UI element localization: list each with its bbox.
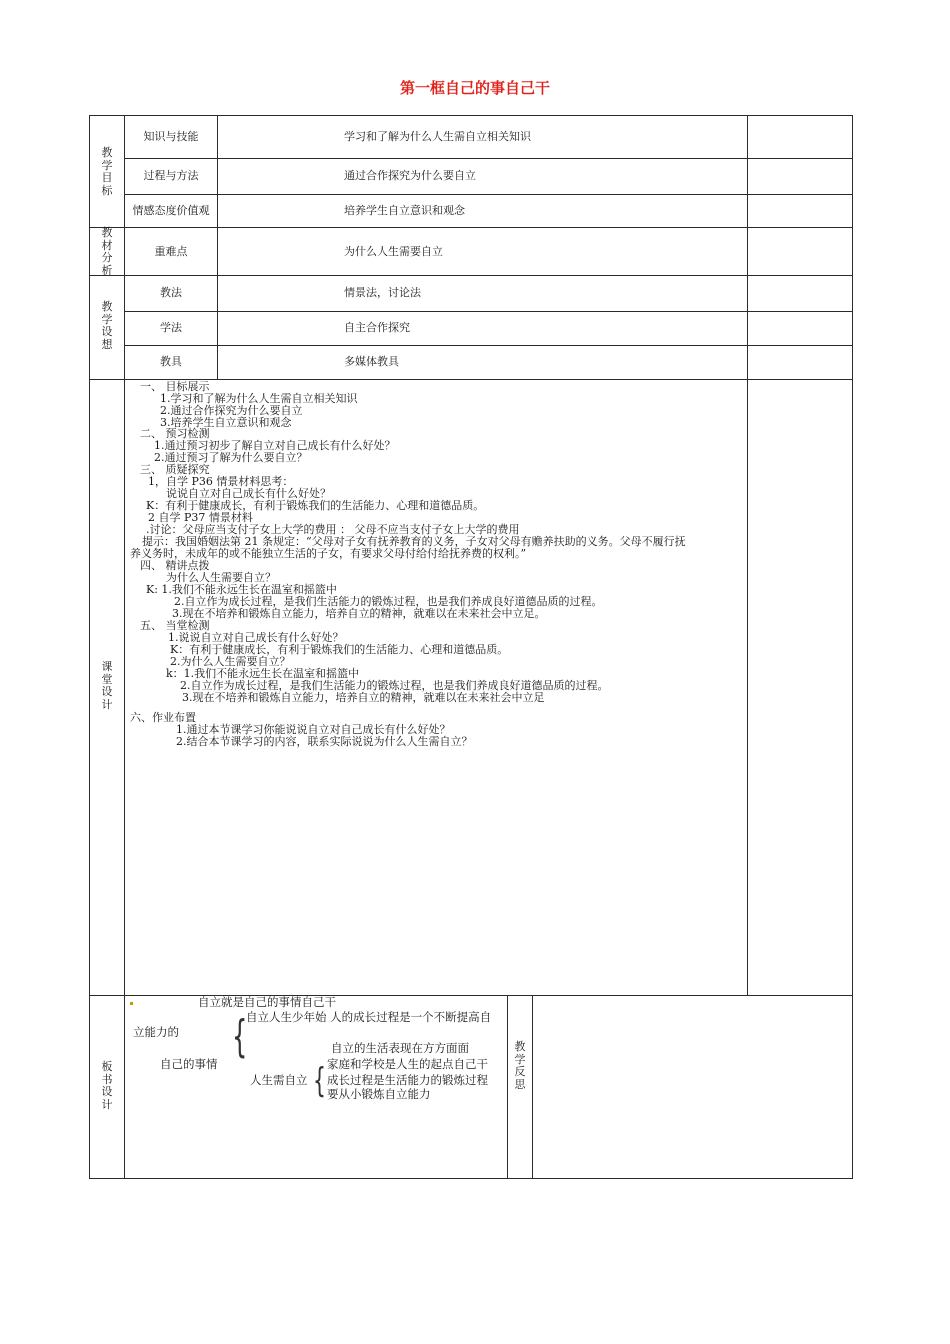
lesson-line: 2.为什么人生需要自立？ <box>170 655 291 668</box>
lesson-heading: 六、作业布置 <box>130 711 196 724</box>
lesson-line: K: 1.我们不能永远生长在温室和摇篮中 <box>146 583 337 596</box>
lesson-heading: 四、 精讲点拨 <box>140 559 210 572</box>
lesson-line: 1.说说自立对自己成长有什么好处？ <box>168 631 344 644</box>
lesson-heading: 二、 预习检测 <box>140 427 210 440</box>
board-line: 自立的生活表现在方方面面 <box>331 1041 469 1055</box>
board-line: 自立人生少年始 人的成长过程是一个不断提高自 <box>246 1010 492 1024</box>
lesson-line: 2.自立作为成长过程，是我们生活能力的锻炼过程，也是我们养成良好道德品质的过程。 <box>180 679 609 692</box>
marker-dot <box>130 1002 133 1005</box>
section-divider <box>89 275 853 276</box>
table-border-top <box>89 115 853 116</box>
board-line: 立能力的 <box>133 1025 179 1039</box>
section-reflection-label: 教学反思 <box>514 1040 526 1091</box>
brace-icon: { <box>313 1061 326 1101</box>
lesson-line: K：有利于健康成长，有利于锻炼我们的生活能力、心理和道德品质。 <box>170 643 509 656</box>
row-label: 学法 <box>160 321 182 334</box>
row-label: 知识与技能 <box>143 130 199 143</box>
lesson-line: 1.通过本节课学习你能说说自立对自己成长有什么好处？ <box>176 723 451 736</box>
lesson-line: 1，自学 P36 情景材料思考： <box>148 475 294 488</box>
row-label: 情感态度价值观 <box>132 204 210 217</box>
section-board-label: 板书设计 <box>101 1060 113 1111</box>
row-label: 过程与方法 <box>143 169 199 182</box>
section-divider <box>89 227 853 228</box>
section-design-label: 教学设想 <box>101 300 113 351</box>
remarks-column-divider <box>747 115 748 995</box>
board-line: 人生需自立 <box>250 1073 308 1087</box>
reflection-divider <box>532 995 533 1179</box>
label-column-divider <box>217 115 218 379</box>
row-divider <box>124 345 853 346</box>
section-goals-label: 教学目标 <box>101 146 113 197</box>
lesson-line: 3.现在不培养和锻炼自立能力，培养自立的精神，就难以在未来社会中立足 <box>182 691 545 704</box>
lesson-line: 提示：我国婚姻法第 21 条规定：“父母对子女有抚养教育的义务，子女对父母有赡养扶助的义务。父母不履行抚 <box>142 535 686 548</box>
row-content: 自主合作探究 <box>344 321 410 334</box>
board-line: 要从小锻炼自立能力 <box>327 1087 431 1101</box>
lesson-line: 1.学习和了解为什么人生需自立相关知识 <box>160 392 358 405</box>
row-label: 重难点 <box>154 245 188 258</box>
board-title: 自立就是自己的事情自己干 <box>198 995 336 1009</box>
lesson-line: .讨论：父母应当支付子女上大学的费用 ： 父母不应当支付子女上大学的费用 <box>146 523 520 536</box>
board-divider <box>507 995 508 1179</box>
row-content: 情景法，讨论法 <box>344 286 421 299</box>
row-content: 多媒体教具 <box>344 355 399 368</box>
brace-icon: { <box>232 1011 248 1062</box>
lesson-line: 2.通过合作探究为什么要自立 <box>160 404 303 417</box>
board-line: 家庭和学校是人生的起点自己干 <box>327 1057 488 1071</box>
lesson-line: k：1.我们不能永远生长在温室和摇篮中 <box>166 667 360 680</box>
lesson-line: 2.自立作为成长过程，是我们生活能力的锻炼过程，也是我们养成良好道德品质的过程。 <box>174 595 603 608</box>
lesson-line: 2 自学 P37 情景材料 <box>148 511 253 524</box>
board-line: 自己的事情 <box>160 1057 218 1071</box>
row-divider <box>124 194 853 195</box>
row-content: 培养学生自立意识和观念 <box>344 204 465 217</box>
lesson-heading: 五、 当堂检测 <box>140 619 210 632</box>
lesson-line: K：有利于健康成长，有利于锻炼我们的生活能力、心理和道德品质。 <box>146 499 485 512</box>
lesson-line: 说说自立对自己成长有什么好处？ <box>166 487 331 500</box>
lesson-line: 为什么人生需要自立？ <box>166 571 276 584</box>
page-title: 第一框自己的事自己干 <box>399 79 550 97</box>
lesson-line: 2.通过预习了解为什么要自立？ <box>154 451 308 464</box>
lesson-line: 养义务时，未成年的或不能独立生活的子女，有要求父母付给付给抚养费的权利。” <box>130 547 527 560</box>
lesson-line: 3.培养学生自立意识和观念 <box>160 416 292 429</box>
lesson-heading: 一、 目标展示 <box>140 380 210 393</box>
section-analysis-label: 教材分析 <box>101 226 113 277</box>
lesson-heading: 三、 质疑探究 <box>140 463 210 476</box>
row-label: 教具 <box>160 355 182 368</box>
row-divider <box>124 311 853 312</box>
lesson-line: 1.通过预习初步了解自立对自己成长有什么好处？ <box>154 439 396 452</box>
row-divider <box>124 158 853 159</box>
section-classroom-label: 课堂设计 <box>101 660 113 711</box>
table-border-bottom <box>89 1178 853 1179</box>
row-label: 教法 <box>160 286 182 299</box>
board-line: 成长过程是生活能力的锻炼过程 <box>327 1073 488 1087</box>
lesson-line: 2.结合本节课学习的内容，联系实际说说为什么人生需自立？ <box>176 735 473 748</box>
row-content: 通过合作探究为什么要自立 <box>344 169 476 182</box>
row-content: 为什么人生需要自立 <box>344 245 443 258</box>
section-column-divider <box>124 115 125 1179</box>
row-content: 学习和了解为什么人生需自立相关知识 <box>344 130 531 143</box>
lesson-line: 3.现在不培养和锻炼自立能力，培养自立的精神，就难以在未来社会中立足。 <box>172 607 546 620</box>
